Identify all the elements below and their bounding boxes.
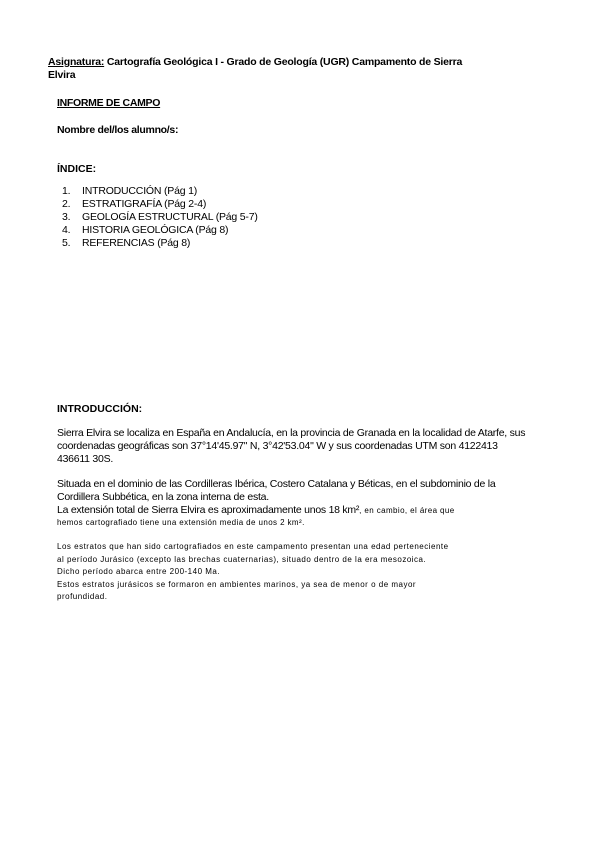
- toc-label: INTRODUCCIÓN (Pág 1): [82, 185, 198, 197]
- toc-label: HISTORIA GEOLÓGICA (Pág 8): [82, 224, 229, 236]
- domain-text: Situada en el dominio de las Cordilleras Ibérica, Costero Catalana y Béticas, en el subdominio de la Cordillera Subbética, en la zona interna de esta.: [57, 478, 496, 503]
- toc-number: 4.: [62, 224, 71, 236]
- strata-line: Estos estratos jurásicos se formaron en ambientes marinos, ya sea de menor o de mayor: [57, 579, 417, 589]
- toc-item: [62, 237, 258, 250]
- toc-item: [62, 198, 258, 211]
- extension-text-small: , en cambio, el área que: [359, 506, 455, 515]
- strata-line: al período Jurásico (excepto las brechas cuaternarias), situado dentro de la era mesozoica.: [57, 554, 427, 564]
- extension-text: La extensión total de Sierra Elvira es aproximadamente unos 18 km²: [57, 504, 360, 516]
- students-label: Nombre del/los alumno/s:: [57, 124, 179, 136]
- report-title: INFORME DE CAMPO: [57, 97, 161, 109]
- table-of-contents: [62, 185, 258, 250]
- toc-number: 5.: [62, 237, 71, 249]
- toc-label: ESTRATIGRAFÍA (Pág 2-4): [82, 198, 207, 210]
- intro-title: INTRODUCCIÓN:: [57, 403, 143, 415]
- intro-paragraph-location: Sierra Elvira se localiza en España en Andalucía, en la provincia de Granada en la localidad de Atarfe, sus coordenadas geográficas son 37°14'45.97" N, 3°42'53.04" W y sus coordenadas UTM son 4122413 436611 30S.: [57, 427, 526, 465]
- toc-label: REFERENCIAS (Pág 8): [82, 237, 191, 249]
- strata-line: profundidad.: [57, 592, 108, 601]
- subject-text: Cartografía Geológica I - Grado de Geología (UGR) Campamento de Sierra Elvira: [48, 56, 463, 81]
- toc-item: [62, 185, 258, 198]
- toc-number: 2.: [62, 198, 71, 210]
- strata-line: Dicho período abarca entre 200-140 Ma.: [57, 567, 221, 576]
- mapped-area-line: hemos cartografiado tiene una extensión media de unos 2 km².: [57, 518, 305, 527]
- toc-item: [62, 211, 258, 224]
- toc-number: 3.: [62, 211, 71, 223]
- intro-paragraph-domain: [57, 478, 527, 517]
- index-title: ÍNDICE:: [57, 163, 97, 175]
- toc-label: GEOLOGÍA ESTRUCTURAL (Pág 5-7): [82, 211, 258, 223]
- intro-paragraph-strata: [57, 541, 527, 604]
- course-header: [48, 56, 468, 82]
- subject-label: Asignatura:: [48, 56, 105, 68]
- toc-item: [62, 224, 258, 237]
- toc-number: 1.: [62, 185, 71, 197]
- strata-line: Los estratos que han sido cartografiados en este campamento presentan una edad perteneciente: [57, 542, 449, 551]
